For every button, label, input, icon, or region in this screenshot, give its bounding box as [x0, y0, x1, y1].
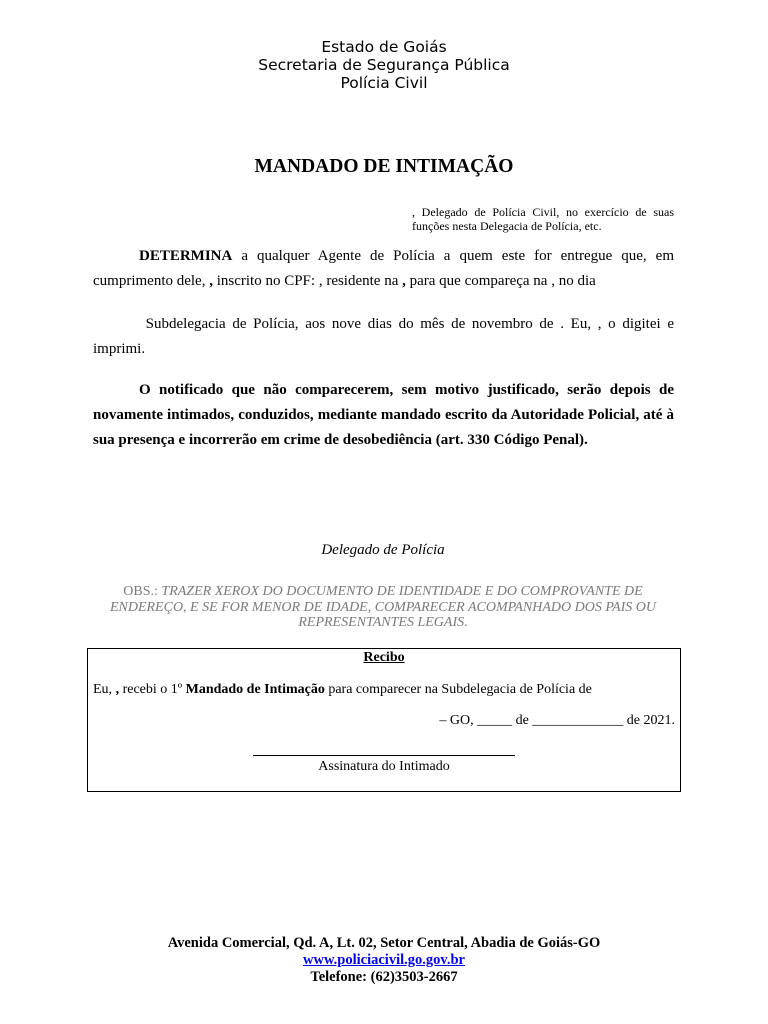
receipt-text: [93, 682, 678, 698]
delegado-statement: , Delegado de Polícia Civil, no exercício de suas funções nesta Delegacia de Polícia, etc.: [412, 205, 674, 233]
header-state: Estado de Goiás: [321, 38, 447, 56]
header-secretariat: Secretaria de Segurança Pública: [258, 56, 510, 74]
paragraph-subdelegacia: [93, 312, 674, 362]
signature-rule: [253, 755, 515, 756]
paragraph1-comma: ,: [209, 273, 213, 289]
header-police: Polícia Civil: [340, 74, 428, 92]
paragraph-determina: [93, 244, 674, 294]
receipt-text-c: para comparecer na Subdelegacia de Polícia de: [324, 682, 592, 697]
receipt-bold-term: Mandado de Intimação: [185, 682, 325, 697]
obs-suffix: .: [464, 615, 468, 630]
paragraph3-text: O notificado que não comparecerem, sem motivo justificado, serão depois de novamente intimados, conduzidos, mediante mandado escrito da Autoridade Policial, até à sua presença e incorrerão em crime de desobediência (art. 330 Código Penal).: [93, 382, 674, 448]
paragraph1-text-c: para que compareça na , no dia: [405, 273, 596, 289]
receipt-box: [87, 648, 681, 792]
receipt-date-line: – GO, _____ de _____________ de 2021.: [439, 713, 675, 728]
footer-phone: Telefone: (62)3503-2667: [310, 969, 458, 985]
receipt-comma: ,: [115, 682, 120, 697]
paragraph2-text: Subdelegacia de Polícia, aos nove dias do mês de novembro de . Eu, , o digitei e imprimi.: [93, 316, 674, 357]
document-header: [0, 38, 768, 92]
document-footer: [0, 935, 768, 986]
footer-address: Avenida Comercial, Qd. A, Lt. 02, Setor Central, Abadia de Goiás-GO: [167, 935, 601, 951]
receipt-text-b: recebi o 1º: [119, 682, 186, 697]
paragraph1-comma-2: ,: [402, 273, 406, 289]
paragraph-warning: [93, 378, 674, 453]
obs-text: TRAZER XEROX DO DOCUMENTO DE IDENTIDADE E DO COMPROVANTE DE ENDEREÇO, E SE FOR MENOR DE IDADE, COMPARECER ACOMPANHADO DOS PAIS OU REPRESENTANTES LEGAIS: [109, 584, 657, 630]
receipt-text-a: Eu,: [93, 682, 116, 697]
document-title: MANDADO DE INTIMAÇÃO: [254, 156, 514, 177]
paragraph1-text-a: a qualquer Agente de Polícia a quem este for entregue que, em cumprimento dele,: [93, 248, 674, 289]
footer-website-link[interactable]: www.policiacivil.go.gov.br: [303, 952, 465, 968]
observation-note: [100, 584, 666, 631]
obs-prefix: OBS.:: [123, 584, 162, 599]
signature-label: Delegado de Polícia: [321, 542, 445, 558]
receipt-title: Recibo: [363, 650, 405, 665]
receipt-signature-label: Assinatura do Intimado: [318, 759, 450, 774]
determina-lead: DETERMINA: [139, 248, 233, 264]
paragraph1-text-b: inscrito no CPF: , residente na: [212, 273, 403, 289]
